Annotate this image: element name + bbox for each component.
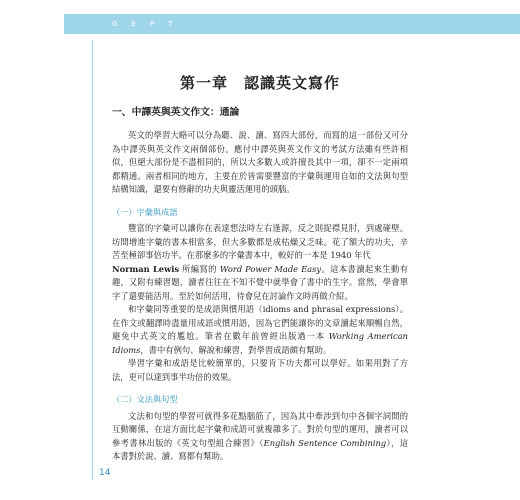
text-run: 所編寫的 xyxy=(179,263,220,274)
book-title: Word Power Made Easy xyxy=(219,263,322,274)
vocabulary-paragraph-1 xyxy=(112,222,408,303)
text-run: 文法和句型的學習可就得多花點腦筋了，因為其中牽涉到句中各個字詞間的互動關係，在這方面比起字彙和成語可就複雜多了。對於句型的運用，讀者可以參考書林出版的《英文句型組合練習》（ xyxy=(112,410,408,448)
book-title: Working American Idioms xyxy=(112,331,408,355)
gept-header-label: GEPT xyxy=(112,20,187,28)
text-run: 豐富的字彙可以讓你在表達想法時左右逢源，反之則捉襟見肘，到處碰壁。坊間增進字彙的書本相當多，但大多數都是成枯燥又乏味。花了額大的功夫，辛苦至極卻事倍功半。在那麼多的字彙書本中，較好的一本是 1940 年代 xyxy=(112,223,408,260)
margin-rule xyxy=(92,40,93,480)
intro-paragraph: 英文的學習大略可以分為聽、說、讀、寫四大部份，而寫的這一部份又可分為中譯英與英文作文兩個部份。應付中譯英與英文作文的考試方法雖有些許相似，但絕大部份是不盡相同的，所以大多數人或許擅長其中一項，卻不一定兩項都精通。兩者相同的地方，主要在於皆需要豐富的字彙與運用自如的文法與句型結構知識，還要有修辭的功夫與靈活運用的頭腦。 xyxy=(112,130,408,194)
vocabulary-paragraph-3: 學習字彙和成語是比較簡單的，只要肯下功夫都可以學好。如果用對了方法，更可以達到事半功倍的效果。 xyxy=(112,358,408,382)
page-number: 14 xyxy=(99,468,111,478)
chapter-title: 第一章 認識英文寫作 xyxy=(179,74,340,92)
author-name: Norman Lewis xyxy=(112,263,180,274)
book-title: English Sentence Combining xyxy=(263,437,387,448)
page-body xyxy=(112,106,408,464)
vocabulary-paragraph-2 xyxy=(112,303,408,357)
text-run: 。這本書讀起來生動有趣，又附有練習題，讀者往往在不知不覺中就學會了書中的生字。當然，學會單字了還要能活用。至於如何活用，待會兒在討論作文時再做介紹。 xyxy=(112,263,408,301)
text-run: ），這本書對於說、讀、寫都有幫助。 xyxy=(112,437,408,461)
grammar-paragraph xyxy=(112,410,408,464)
text-run: ，書中有例句、解說和練習，對學習成語頗有幫助。 xyxy=(140,344,332,355)
section-heading: 一、中譯英與英文作文：通論 xyxy=(112,107,240,118)
subsection-heading-grammar: （二）文法與句型 xyxy=(112,394,178,404)
subsection-heading-vocabulary: （一）字彙與成語 xyxy=(112,206,178,217)
text-run: 和字彙同等重要的是成語與慣用語（idioms and phrasal expressions）。在作文或翻譯時盡量用成語或慣用語，因為它們能讓你的文章讀起來順暢自然，避免中式英文的尷尬。筆者在數年前曾經出版過一本 xyxy=(112,304,408,341)
